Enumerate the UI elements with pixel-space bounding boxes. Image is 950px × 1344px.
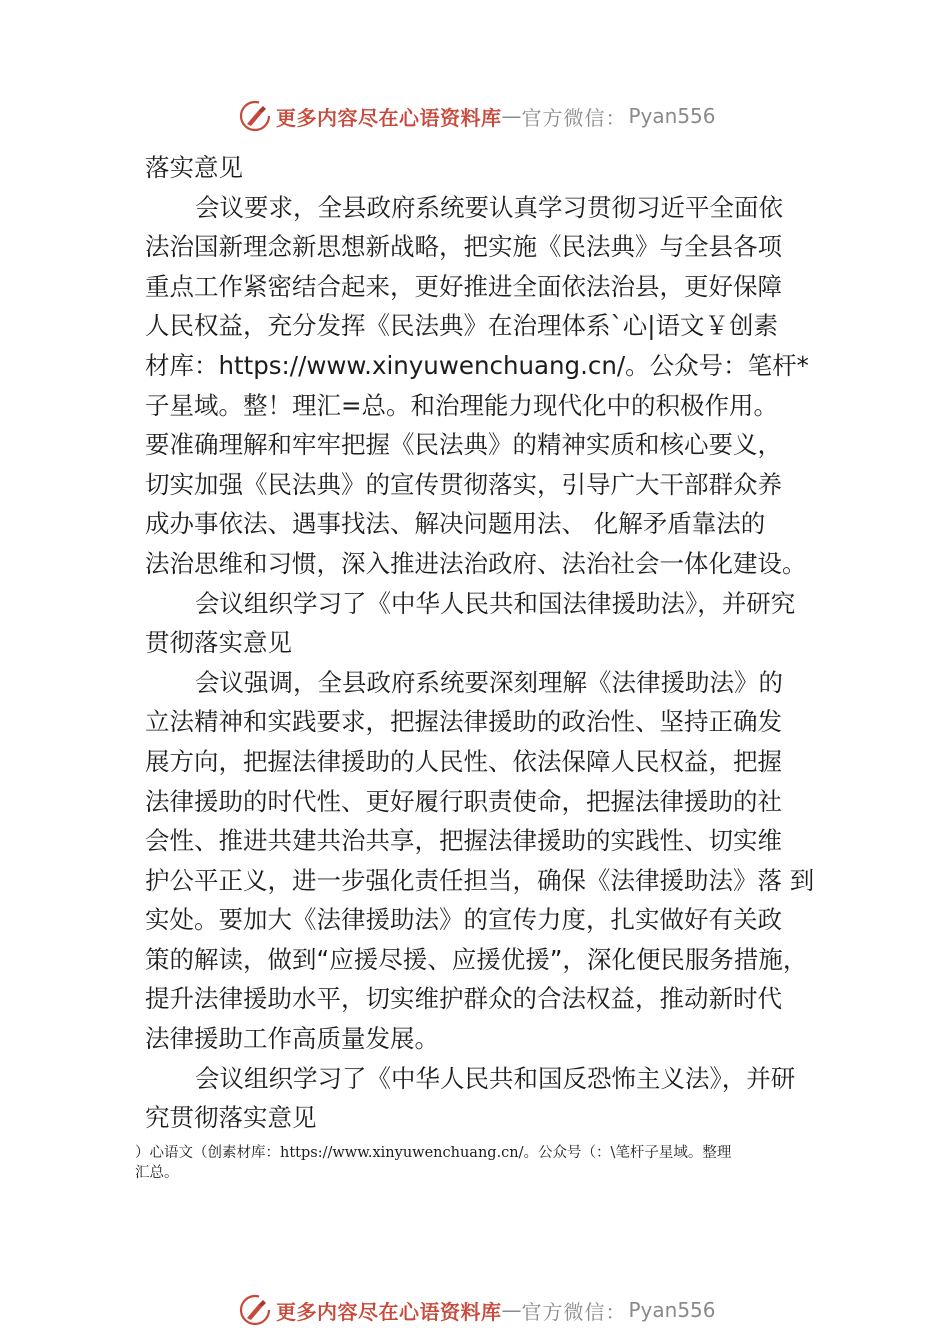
body-line: 实处。要加大《法律援助法》的宣传力度，扎实做好有关政 <box>145 905 782 935</box>
pen-nib-logo-icon <box>238 99 272 133</box>
body-line: 会性、推进共建共治共享，把握法律援助的实践性、切实维 <box>145 826 782 856</box>
body-line: 子星域。整！理汇=总。和治理能力现代化中的积极作用。 <box>145 390 779 420</box>
body-line: 材库：https://www.xinyuwenchuang.cn/。公众号：笔杆* <box>145 350 809 380</box>
document-body <box>145 148 845 1138</box>
body-line: 会议组织学习了《中华人民共和国反恐怖主义法》，并研 <box>195 1063 796 1093</box>
banner-official-label: 官方微信： <box>521 105 627 130</box>
body-line: 法律援助工作高质量发展。 <box>145 1024 439 1054</box>
pen-nib-logo-icon <box>238 1293 272 1327</box>
body-line: 落实意见 <box>145 153 243 182</box>
footer-banner <box>238 1290 716 1330</box>
banner-separator: — <box>501 1298 522 1322</box>
body-line: 会议组织学习了《中华人民共和国法律援助法》，并研究 <box>195 588 796 618</box>
body-line: 会议要求，全县政府系统要认真学习贯彻习近平全面依 <box>195 192 783 222</box>
body-line: 法治国新理念新思想新战略，把实施《民法典》与全县各项 <box>145 232 782 262</box>
header-banner <box>238 96 716 136</box>
banner-separator: — <box>501 104 522 128</box>
body-line: 立法精神和实践要求，把握法律援助的政治性、坚持正确发 <box>145 707 782 737</box>
body-line: 要准确理解和牢牢把握《民法典》的精神实质和核心要义， <box>145 430 782 460</box>
footnote-line: ）心语文（创素材库：https://www.xinyuwenchuang.cn/。公众号（：\笔杆子星域。整理 <box>135 1145 732 1161</box>
footnote-line: 汇总。 <box>135 1165 179 1181</box>
body-line: 重点工作紧密结合起来，更好推进全面依法治县，更好保障 <box>145 271 782 301</box>
body-line: 提升法律援助水平，切实维护群众的合法权益，推动新时代 <box>145 984 782 1014</box>
body-line: 切实加强《民法典》的宣传贯彻落实，引导广大干部群众养 <box>145 469 782 499</box>
body-line: 成办事依法、遇事找法、解决问题用法、 化解矛盾靠法的 <box>145 509 766 539</box>
body-line: 会议强调，全县政府系统要深刻理解《法律援助法》的 <box>195 667 783 697</box>
body-line: 究贯彻落实意见 <box>145 1103 317 1133</box>
body-line: 策的解读，做到“应援尽援、应援优援”，深化便民服务措施， <box>145 944 808 974</box>
body-line: 展方向，把握法律援助的人民性、依法保障人民权益，把握 <box>145 746 782 776</box>
body-line: 法治思维和习惯，深入推进法治政府、法治社会一体化建设。 <box>145 548 807 578</box>
banner-wechat-handle: Pyan556 <box>628 1298 716 1322</box>
body-line: 法律援助的时代性、更好履行职责使命，把握法律援助的社 <box>145 786 782 816</box>
footnote <box>135 1143 835 1183</box>
banner-wechat-handle: Pyan556 <box>628 104 716 128</box>
body-line: 护公平正义，进一步强化责任担当，确保《法律援助法》落 到 <box>145 865 815 895</box>
banner-brand-text: 更多内容尽在心语资料库 <box>276 1299 502 1324</box>
banner-official-label: 官方微信： <box>521 1299 627 1324</box>
body-line: 贯彻落实意见 <box>145 628 292 658</box>
banner-brand-text: 更多内容尽在心语资料库 <box>276 105 502 130</box>
body-line: 人民权益，充分发挥《民法典》在治理体系`心|语文￥创素 <box>145 311 779 341</box>
